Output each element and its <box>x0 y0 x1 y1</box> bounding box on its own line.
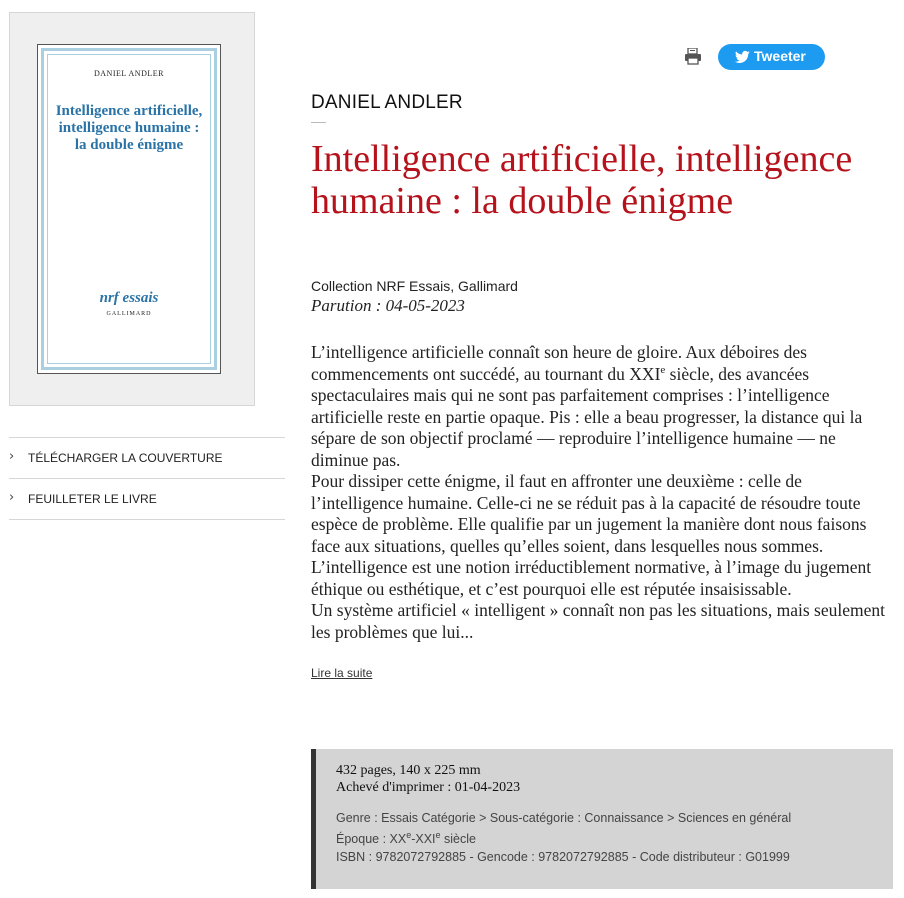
summary-text: siècle, des avancées spectaculaires mais qui ne sont pas parfaitement comprises : l’intelligence artificielle reste en partie opaque. Pis : elle a beau progresser, la distance qui la sépare de son objectif proclamé — reproduire l’intelligence humaine — ne diminue pas. <box>311 363 863 470</box>
epoque-text: siècle <box>440 832 476 846</box>
download-cover-link[interactable] <box>9 437 285 478</box>
browse-book-label: FEUILLETER LE LIVRE <box>28 492 157 506</box>
cover-border <box>41 48 217 370</box>
cover-author: DANIEL ANDLER <box>94 69 164 78</box>
superscript: e <box>406 829 412 840</box>
epoque-text: Époque : XX <box>336 832 407 846</box>
twitter-bird-icon <box>735 50 750 64</box>
superscript: e <box>660 363 666 376</box>
identifiers-line: ISBN : 9782072792885 - Gencode : 9782072792885 - Code distributeur : G01999 <box>336 850 790 864</box>
summary-paragraph <box>311 342 896 471</box>
superscript: e <box>435 829 441 840</box>
cover-title-line: Intelligence artificielle, <box>55 103 203 119</box>
cover-publisher: GALLIMARD <box>106 311 152 317</box>
summary-paragraph: Pour dissiper cette énigme, il faut en affronter une deuxième : celle de l’intelligence humaine. Celle-ci ne se réduit pas à la capacité de résoudre toute espèce de problème. Elle qualifie par un jugement la manière dont nous faisons face aux situations, quelles qu’elles soient, dans lesquelles nous sommes. L’intelligence est une notion irréductiblement normative, à l’image du jugement éthique ou esthétique, et c’est pourquoi elle est réputée insaisissable. <box>311 471 872 599</box>
epoque-line <box>336 829 476 846</box>
epoque-text: -XXI <box>411 832 436 846</box>
chevron-right-icon: › <box>9 490 15 505</box>
read-more-link[interactable]: Lire la suite <box>311 666 373 680</box>
printed-date: Achevé d'imprimer : 01-04-2023 <box>336 780 521 795</box>
cover-series-logo: nrf essais <box>99 290 159 306</box>
book-details-box <box>311 749 893 889</box>
tweet-label: Tweeter <box>754 48 806 64</box>
book-title: Intelligence artificielle, intelligence humaine : la double énigme <box>311 138 853 222</box>
print-icon[interactable] <box>684 48 702 65</box>
cover-inner-border <box>47 54 211 364</box>
pages-format: 432 pages, 140 x 225 mm <box>336 763 481 778</box>
genre-line: Genre : Essais Catégorie > Sous-catégorie : Connaissance > Sciences en général <box>336 811 792 825</box>
chevron-right-icon: › <box>9 449 15 464</box>
download-cover-label: TÉLÉCHARGER LA COUVERTURE <box>28 451 223 465</box>
cover-title <box>44 103 214 154</box>
cover-title-line: la double énigme <box>74 137 184 153</box>
book-cover <box>37 44 221 374</box>
browse-book-link[interactable] <box>9 478 285 520</box>
side-links <box>9 437 285 520</box>
tweet-button[interactable] <box>718 44 825 70</box>
book-summary <box>311 342 896 643</box>
book-cover-frame <box>9 12 255 406</box>
summary-paragraph: Un système artificiel « intelligent » connaît non pas les situations, mais seulement les problèmes que lui... <box>311 600 885 642</box>
book-author[interactable]: DANIEL ANDLER <box>311 92 463 113</box>
book-collection[interactable]: Collection NRF Essais, Gallimard <box>311 278 518 294</box>
divider <box>311 122 326 123</box>
summary-text: L’intelligence artificielle connaît son heure de gloire. Aux déboires des commencements ont succédé, au tournant du XXI <box>311 342 807 384</box>
release-date: Parution : 04-05-2023 <box>311 296 465 315</box>
cover-title-line: intelligence humaine : <box>58 120 200 136</box>
